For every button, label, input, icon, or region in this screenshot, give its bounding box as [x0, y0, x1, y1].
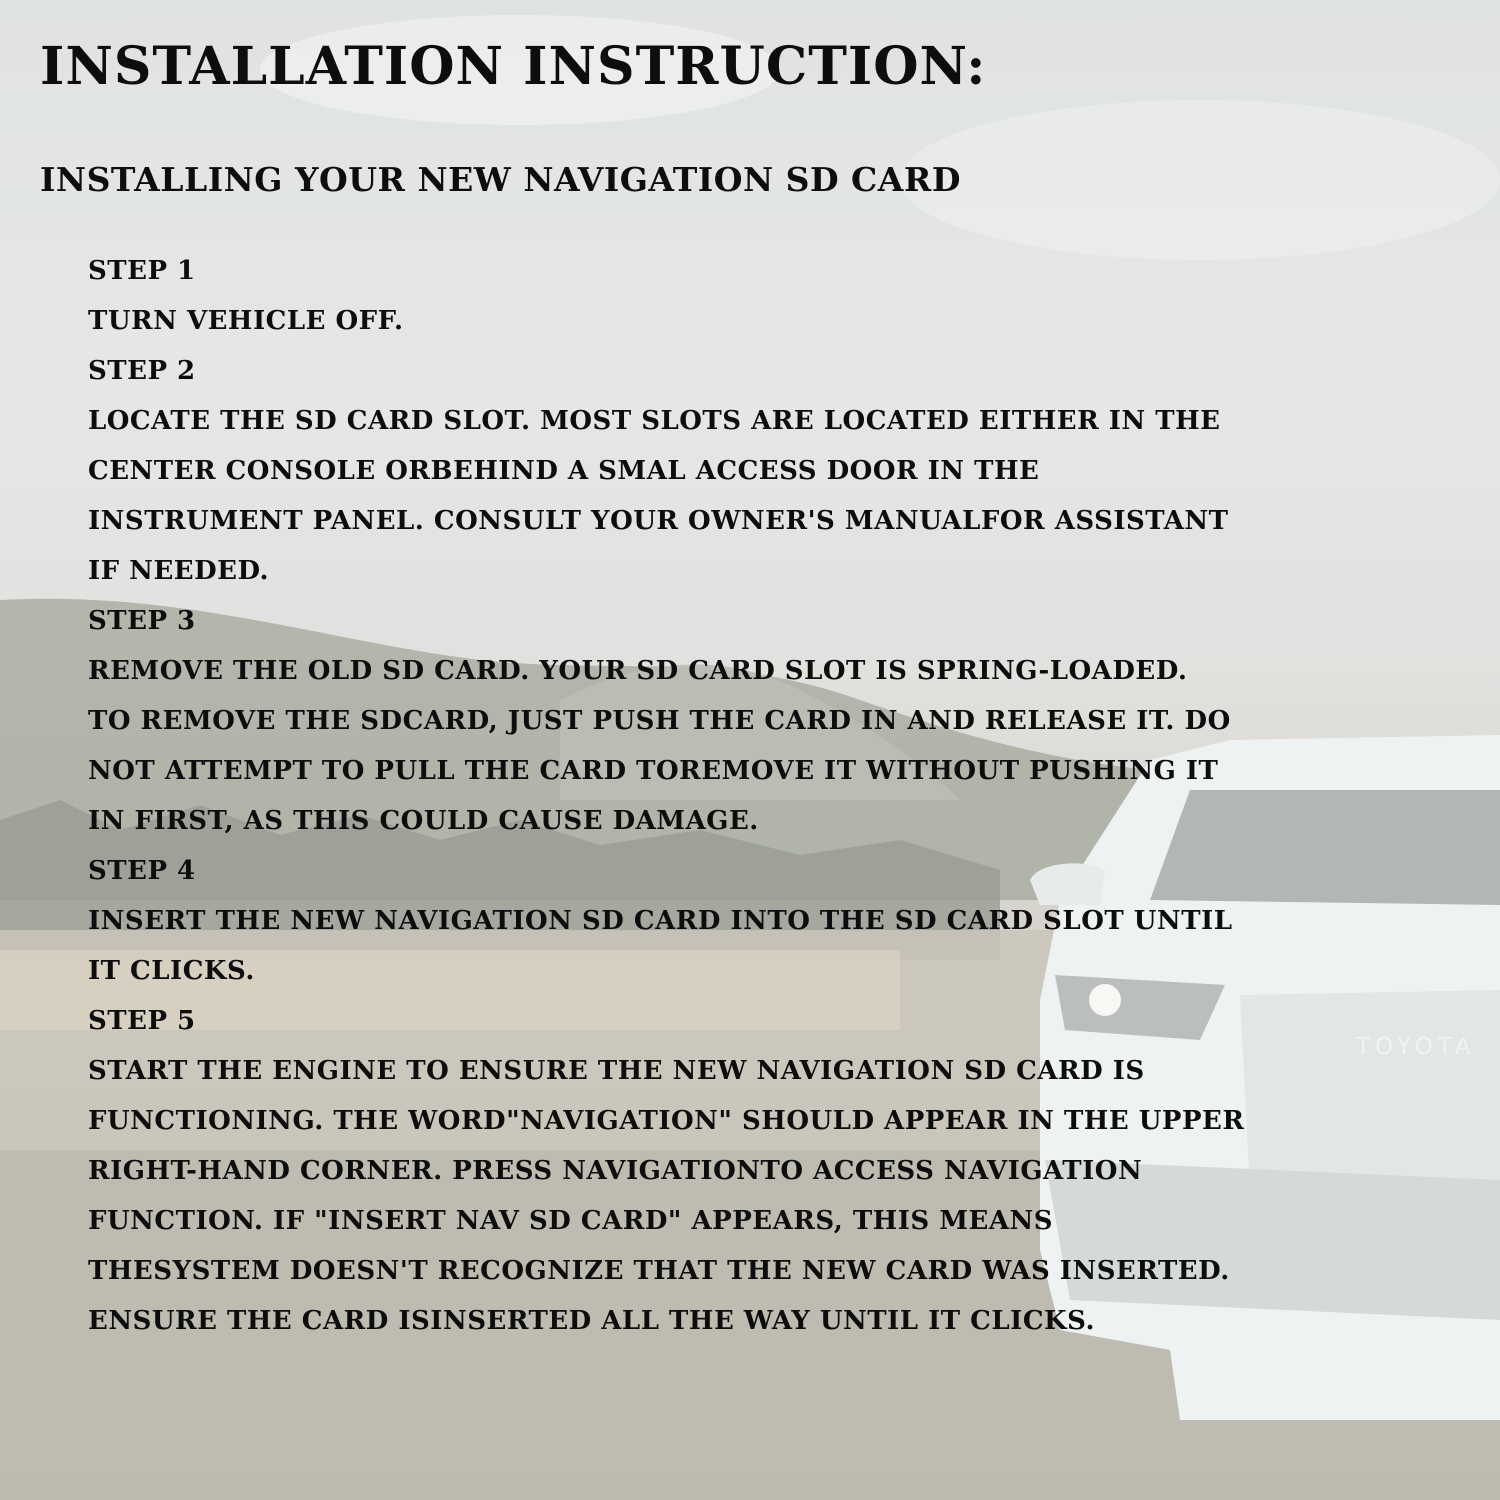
- step-5-text: THESYSTEM DOESN'T RECOGNIZE THAT THE NEW CARD WAS INSERTED.: [88, 1256, 1230, 1286]
- vehicle-badge: TOYOTA: [1356, 1034, 1476, 1060]
- step-4-text: IT CLICKS.: [88, 956, 255, 986]
- step-2-heading: STEP 2: [88, 356, 196, 386]
- step-2-text: CENTER CONSOLE ORBEHIND A SMAL ACCESS DOOR IN THE: [88, 456, 1040, 486]
- step-5-text: ENSURE THE CARD ISINSERTED ALL THE WAY UNTIL IT CLICKS.: [88, 1306, 1096, 1336]
- step-5-text: START THE ENGINE TO ENSURE THE NEW NAVIGATION SD CARD IS: [88, 1056, 1145, 1086]
- step-1-text: TURN VEHICLE OFF.: [88, 306, 404, 336]
- step-5-text: FUNCTIONING. THE WORD"NAVIGATION" SHOULD APPEAR IN THE UPPER: [88, 1106, 1245, 1136]
- step-1-heading: STEP 1: [88, 256, 196, 286]
- step-3-text: TO REMOVE THE SDCARD, JUST PUSH THE CARD IN AND RELEASE IT. DO: [88, 706, 1231, 736]
- page-title: INSTALLATION INSTRUCTION:: [40, 36, 987, 97]
- step-2-text: LOCATE THE SD CARD SLOT. MOST SLOTS ARE LOCATED EITHER IN THE: [88, 406, 1221, 436]
- step-2-text: INSTRUMENT PANEL. CONSULT YOUR OWNER'S MANUALFOR ASSISTANT: [88, 506, 1229, 536]
- steps-list: [88, 246, 1348, 1346]
- step-4-text: INSERT THE NEW NAVIGATION SD CARD INTO THE SD CARD SLOT UNTIL: [88, 906, 1233, 936]
- step-4-heading: STEP 4: [88, 856, 196, 886]
- step-5-text: RIGHT-HAND CORNER. PRESS NAVIGATIONTO ACCESS NAVIGATION: [88, 1156, 1143, 1186]
- step-5-text: FUNCTION. IF "INSERT NAV SD CARD" APPEARS, THIS MEANS: [88, 1206, 1054, 1236]
- step-3-text: IN FIRST, AS THIS COULD CAUSE DAMAGE.: [88, 806, 759, 836]
- step-3-heading: STEP 3: [88, 606, 196, 636]
- step-5-heading: STEP 5: [88, 1006, 196, 1036]
- step-2-text: IF NEEDED.: [88, 556, 270, 586]
- section-subtitle: INSTALLING YOUR NEW NAVIGATION SD CARD: [40, 160, 961, 199]
- step-3-text: NOT ATTEMPT TO PULL THE CARD TOREMOVE IT WITHOUT PUSHING IT: [88, 756, 1219, 786]
- step-3-text: REMOVE THE OLD SD CARD. YOUR SD CARD SLOT IS SPRING-LOADED.: [88, 656, 1188, 686]
